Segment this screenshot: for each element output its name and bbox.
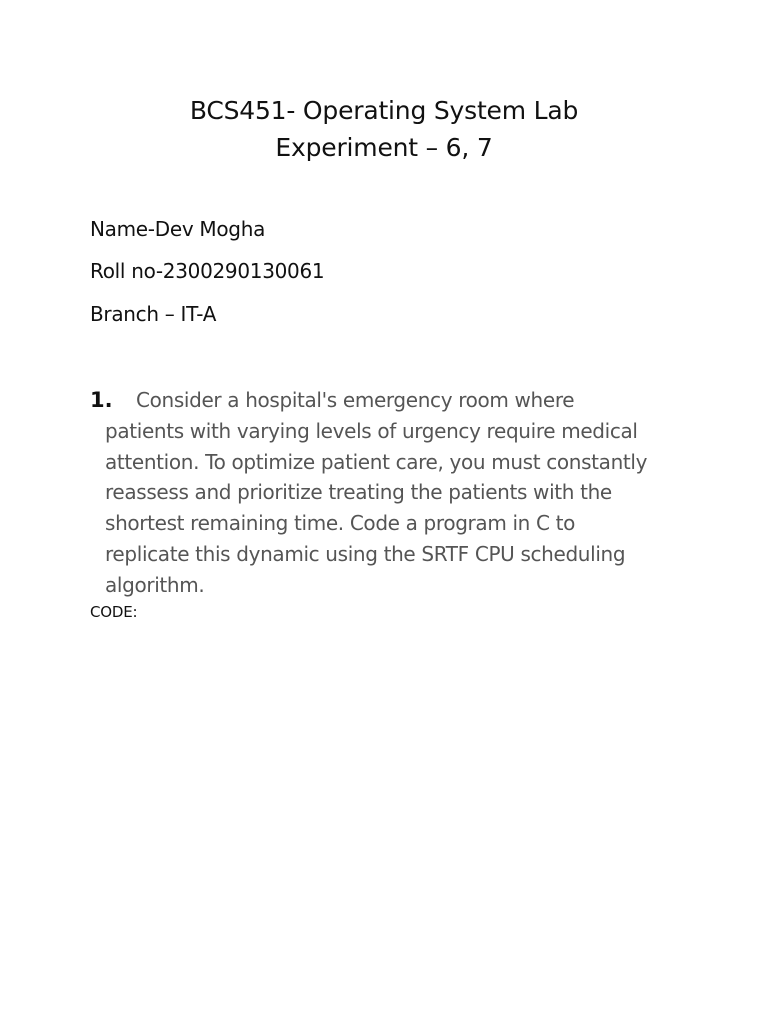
- student-roll-number: Roll no-2300290130061: [90, 259, 325, 283]
- question-text-line: algorithm.: [105, 573, 205, 597]
- code-label: CODE:: [90, 603, 138, 621]
- experiment-title: Experiment – 6, 7: [275, 133, 493, 162]
- question-text-line: replicate this dynamic using the SRTF CPU scheduling: [105, 542, 626, 566]
- question-number: 1.: [90, 388, 113, 412]
- course-title: BCS451- Operating System Lab: [189, 96, 579, 125]
- student-branch: Branch – IT-A: [90, 302, 217, 326]
- student-name: Name-Dev Mogha: [90, 217, 266, 241]
- question-text-line: patients with varying levels of urgency require medical: [105, 419, 638, 443]
- question-text-line: reassess and prioritize treating the patients with the: [105, 480, 612, 504]
- question-text-line: Consider a hospital's emergency room where: [136, 388, 575, 412]
- question-text-line: attention. To optimize patient care, you must constantly: [105, 450, 648, 474]
- question-text-line: shortest remaining time. Code a program in C to: [105, 511, 576, 535]
